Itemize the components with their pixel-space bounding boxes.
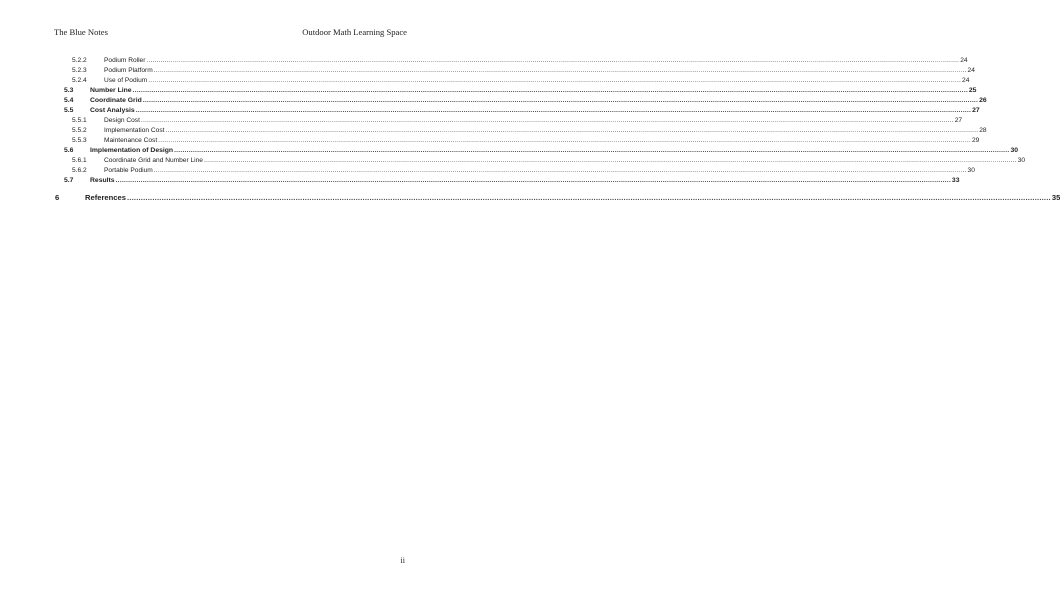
toc-entry[interactable]	[72, 67, 975, 74]
toc-entry[interactable]	[72, 167, 975, 174]
toc-entry[interactable]	[64, 177, 960, 184]
toc-entry-title: Podium Roller	[104, 57, 146, 64]
dot-leader: ................................................................................................................................................................................................................................................................................................................................................................................................................	[158, 137, 971, 144]
toc-entry-page: 28	[979, 127, 987, 134]
toc-entry[interactable]	[72, 127, 987, 134]
dot-leader: ................................................................................................................................................................................................................................................................................................................................................................................................................	[153, 167, 967, 174]
toc-entry-title: Maintenance Cost	[104, 137, 158, 144]
toc-entry-number: 5.4	[64, 97, 74, 104]
dot-leader: ................................................................................................................................................................................................................................................................................................................................................................................................................	[153, 67, 967, 74]
toc-entry-page: 27	[954, 117, 963, 124]
toc-entry-number: 5.5.1	[72, 117, 87, 124]
dot-leader: ................................................................................................................................................................................................................................................................................................................................................................................................................	[174, 147, 1010, 154]
toc-entry[interactable]	[72, 77, 970, 84]
toc-entry[interactable]	[72, 157, 1026, 164]
toc-entry-page: 30	[1010, 147, 1019, 154]
toc-entry[interactable]	[64, 147, 1019, 154]
toc-entry[interactable]	[64, 97, 987, 104]
dot-leader: ................................................................................................................................................................................................................................................................................................................................................................................................................	[140, 117, 954, 124]
toc-entry-page: 24	[960, 57, 968, 64]
toc-entry-title: Coordinate Grid and Number Line	[104, 157, 203, 164]
toc-entry-title: Implementation Cost	[104, 127, 165, 134]
toc-entry-page: 26	[979, 97, 987, 104]
toc-entry[interactable]	[72, 117, 963, 124]
toc-entry[interactable]	[64, 87, 977, 94]
toc-entry-number: 5.6	[64, 147, 74, 154]
toc-entry-title: Coordinate Grid	[90, 97, 142, 104]
toc-entry-number: 5.5.2	[72, 127, 87, 134]
dot-leader: ................................................................................................................................................................................................................................................................................................................................................................................................................	[148, 77, 962, 84]
toc-entry-title: Design Cost	[104, 117, 140, 124]
dot-leader: ................................................................................................................................................................................................................................................................................................................................................................................................................	[146, 57, 960, 64]
running-header-left: The Blue Notes	[54, 27, 108, 37]
dot-leader: ................................................................................................................................................................................................................................................................................................................................................................................................................	[132, 87, 968, 94]
toc-entry-page: 35	[1051, 193, 1060, 202]
dot-leader: ................................................................................................................................................................................................................................................................................................................................................................................................................	[115, 177, 951, 184]
toc-entry-number: 5.2.2	[72, 57, 87, 64]
toc-entry-number: 5.6.1	[72, 157, 87, 164]
dot-leader: ................................................................................................................................................................................................................................................................................................................................................................................................................	[126, 193, 1051, 202]
toc-entry-title: References	[85, 193, 126, 202]
toc-entry-number: 5.6.2	[72, 167, 87, 174]
dot-leader: ................................................................................................................................................................................................................................................................................................................................................................................................................	[142, 97, 979, 104]
toc-entry-number: 5.5.3	[72, 137, 87, 144]
dot-leader: ................................................................................................................................................................................................................................................................................................................................................................................................................	[165, 127, 979, 134]
toc-entry[interactable]	[72, 57, 968, 64]
toc-entry-title: Implementation of Design	[90, 147, 174, 154]
toc-entry-title: Cost Analysis	[90, 107, 135, 114]
toc-entry-number: 5.7	[64, 177, 74, 184]
toc-entry-number: 5.5	[64, 107, 74, 114]
toc-entry-page: 25	[968, 87, 977, 94]
toc-entry-page: 29	[971, 137, 980, 144]
toc-entry-number: 5.3	[64, 87, 74, 94]
toc-entry-number: 5.2.3	[72, 67, 87, 74]
toc-entry-number: 6	[55, 193, 60, 202]
toc-entry-title: Use of Podium	[104, 77, 148, 84]
toc-entry-title: Results	[90, 177, 115, 184]
dot-leader: ................................................................................................................................................................................................................................................................................................................................................................................................................	[135, 107, 972, 114]
dot-leader: ................................................................................................................................................................................................................................................................................................................................................................................................................	[203, 157, 1017, 164]
running-header-right: Outdoor Math Learning Space	[302, 27, 407, 37]
page-number: ii	[400, 556, 405, 565]
toc-entry-page: 27	[972, 107, 980, 114]
toc-entry[interactable]	[55, 193, 1060, 202]
toc-entry-number: 5.2.4	[72, 77, 87, 84]
toc-entry-page: 30	[1017, 157, 1026, 164]
toc-entry[interactable]	[64, 107, 980, 114]
toc-entry-page: 24	[967, 67, 975, 74]
toc-entry[interactable]	[72, 137, 980, 144]
toc-entry-title: Number Line	[90, 87, 132, 94]
toc-entry-page: 24	[962, 77, 970, 84]
toc-entry-title: Podium Platform	[104, 67, 153, 74]
toc-entry-page: 30	[967, 167, 975, 174]
toc-entry-page: 33	[951, 177, 960, 184]
toc-entry-title: Portable Podium	[104, 167, 153, 174]
